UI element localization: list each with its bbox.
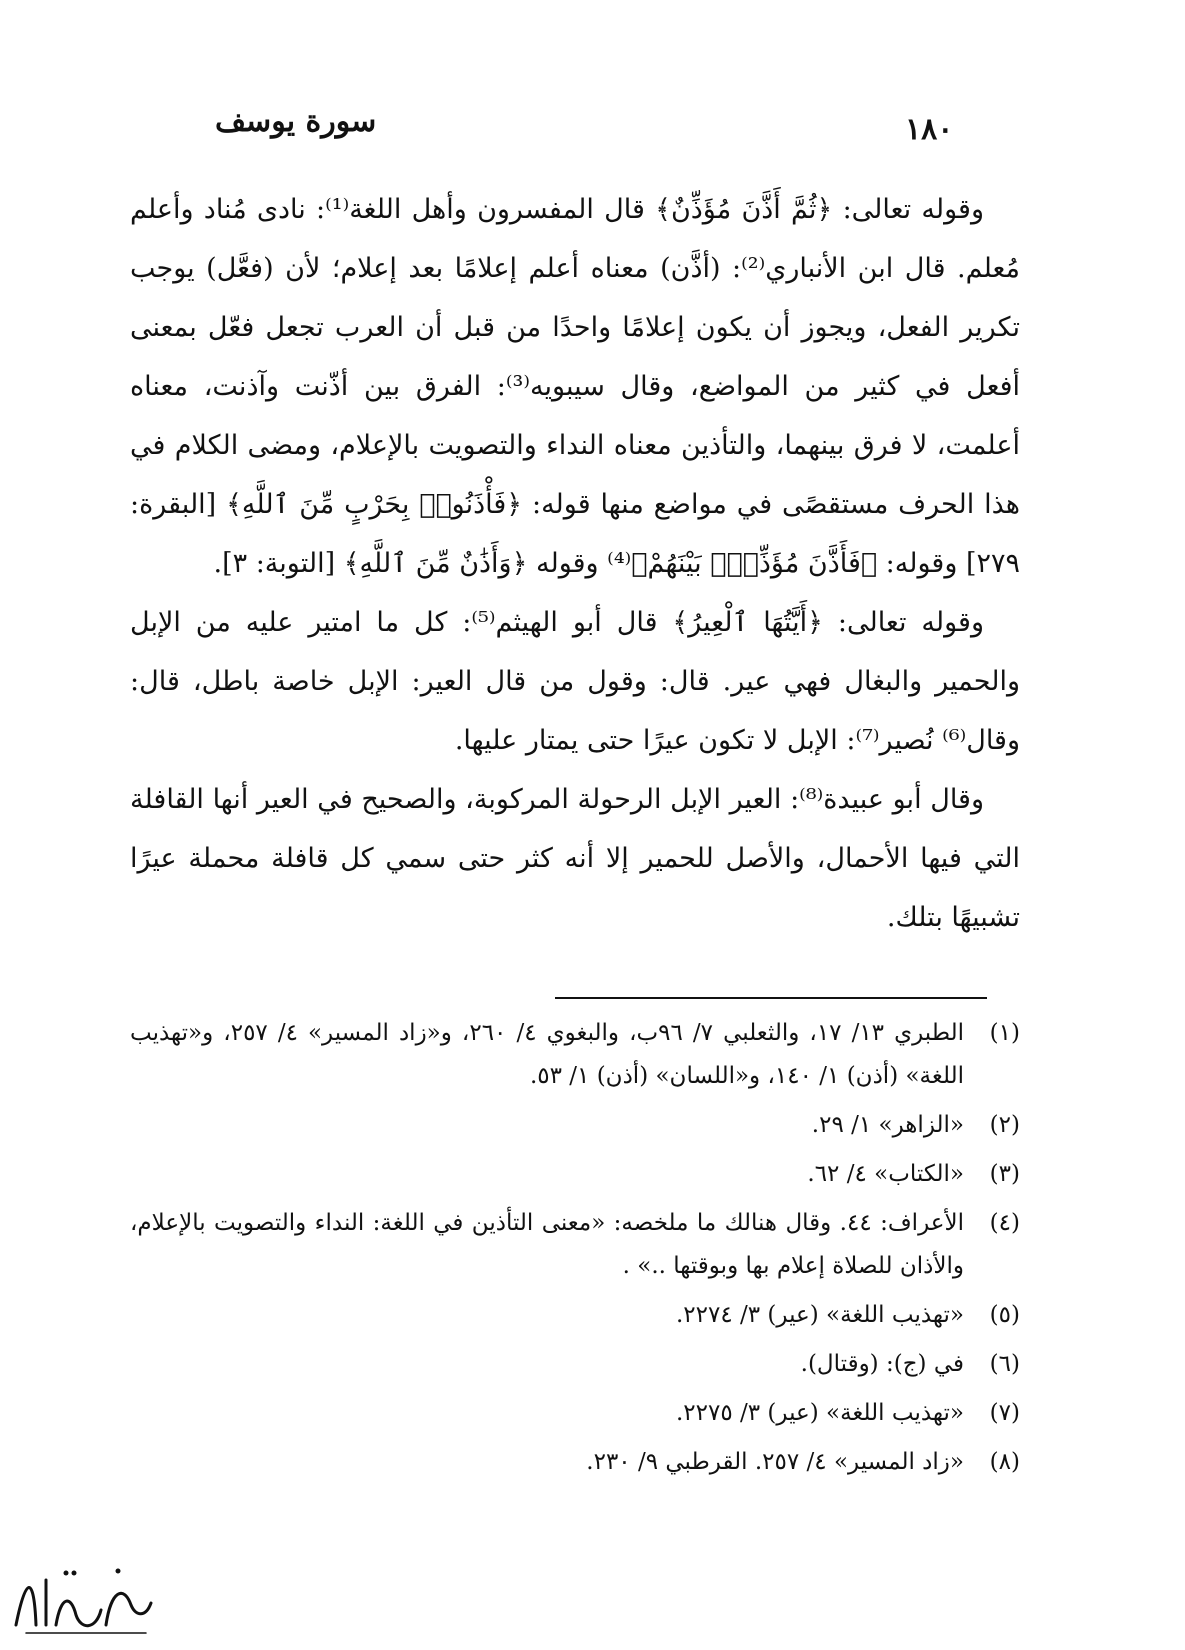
footnote-number: (١) xyxy=(989,1020,1020,1046)
publisher-logo xyxy=(6,1555,156,1640)
footnote-item xyxy=(130,1294,1020,1337)
paragraph: وقوله تعالى: ﴿ثُمَّ أَذَّنَ مُؤَذِّنٌ﴾ قال المفسرون وأهل اللغة⁽¹⁾: نادى مُناد وأعلم مُعلم. قال ابن الأنباري⁽²⁾: (أذَّن) معناه أعلم إعلامًا بعد إعلام؛ لأن (فعَّل) يوجب تكرير الفعل، ويجوز أن يكون إعلامًا واحدًا من قبل أن العرب تجعل فعّل بمعنى أفعل في كثير من المواضع، وقال سيبويه⁽³⁾: الفرق بين أذّنت وآذنت، معناه أعلمت، لا فرق بينهما، والتأذين معناه النداء والتصويت بالإعلام، ومضى الكلام في هذا الحرف مستقصًى في مواضع منها قوله: ﴿فَأْذَنُوا۟ بِحَرْبٍ مِّنَ ٱللَّهِ﴾ [البقرة: ٢٧٩] وقوله: ﴿فَأَذَّنَ مُؤَذِّنٌۢ بَيْنَهُمْ﴾⁽⁴⁾ وقوله ﴿وَأَذَٰنٌ مِّنَ ٱللَّهِ﴾ [التوبة: ٣]. xyxy=(130,194,1020,579)
footnote-number: (٢) xyxy=(989,1112,1020,1138)
footnote-item xyxy=(130,1012,1020,1098)
footnotes xyxy=(130,1012,1020,1490)
page-number: ١٨٠ xyxy=(905,112,954,147)
paragraph: وقال أبو عبيدة⁽⁸⁾: العير الإبل الرحولة المركوبة، والصحيح في العير أنها القافلة التي فيها الأحمال، والأصل للحمير إلا أنه كثر حتى سمي كل قافلة محملة عيرًا تشبيهًا بتلك. xyxy=(130,784,1020,933)
footnote-text: في (ج): (وقتال). xyxy=(800,1351,964,1377)
footnote-text: «الزاهر» ١/ ٢٩. xyxy=(811,1112,964,1138)
footnote-item xyxy=(130,1343,1020,1386)
footnote-text: الطبري ١٣/ ١٧، والثعلبي ٧/ ٩٦ب، والبغوي ٤/ ٢٦٠، و«زاد المسير» ٤/ ٢٥٧، و«تهذيب اللغة» (أذن) ١/ ١٤٠، و«اللسان» (أذن) ١/ ٥٣. xyxy=(130,1020,964,1089)
footnote-number: (٨) xyxy=(989,1449,1020,1475)
footnote-item xyxy=(130,1202,1020,1288)
footnote-item xyxy=(130,1441,1020,1484)
footnote-number: (٧) xyxy=(989,1400,1020,1426)
footnote-text: «زاد المسير» ٤/ ٢٥٧. القرطبي ٩/ ٢٣٠. xyxy=(586,1449,964,1475)
footnote-item xyxy=(130,1104,1020,1147)
footnote-text: «تهذيب اللغة» (عير) ٣/ ٢٢٧٥. xyxy=(675,1400,964,1426)
surah-title: سورة يوسف xyxy=(215,104,377,139)
footnote-number: (٦) xyxy=(989,1351,1020,1377)
footnote-text: «الكتاب» ٤/ ٦٢. xyxy=(807,1161,964,1187)
footnote-item xyxy=(130,1153,1020,1196)
main-text xyxy=(130,180,1020,947)
footnote-text: «تهذيب اللغة» (عير) ٣/ ٢٢٧٤. xyxy=(675,1302,964,1328)
footnote-number: (٤) xyxy=(989,1210,1020,1236)
footnote-text: الأعراف: ٤٤. وقال هنالك ما ملخصه: «معنى التأذين في اللغة: النداء والتصويت بالإعلام، والأذان للصلاة إعلام بها وبوقتها ..» . xyxy=(130,1210,964,1279)
footnote-divider xyxy=(555,997,987,999)
footnote-number: (٣) xyxy=(989,1161,1020,1187)
footnote-item xyxy=(130,1392,1020,1435)
footnote-number: (٥) xyxy=(989,1302,1020,1328)
paragraph: وقوله تعالى: ﴿أَيَّتُهَا ٱلْعِيرُ﴾ قال أبو الهيثم⁽⁵⁾: كل ما امتير عليه من الإبل والحمير والبغال فهي عير. قال: وقول من قال العير: الإبل خاصة باطل، قال: وقال⁽⁶⁾ نُصير⁽⁷⁾: الإبل لا تكون عيرًا حتى يمتار عليها. xyxy=(130,607,1020,756)
